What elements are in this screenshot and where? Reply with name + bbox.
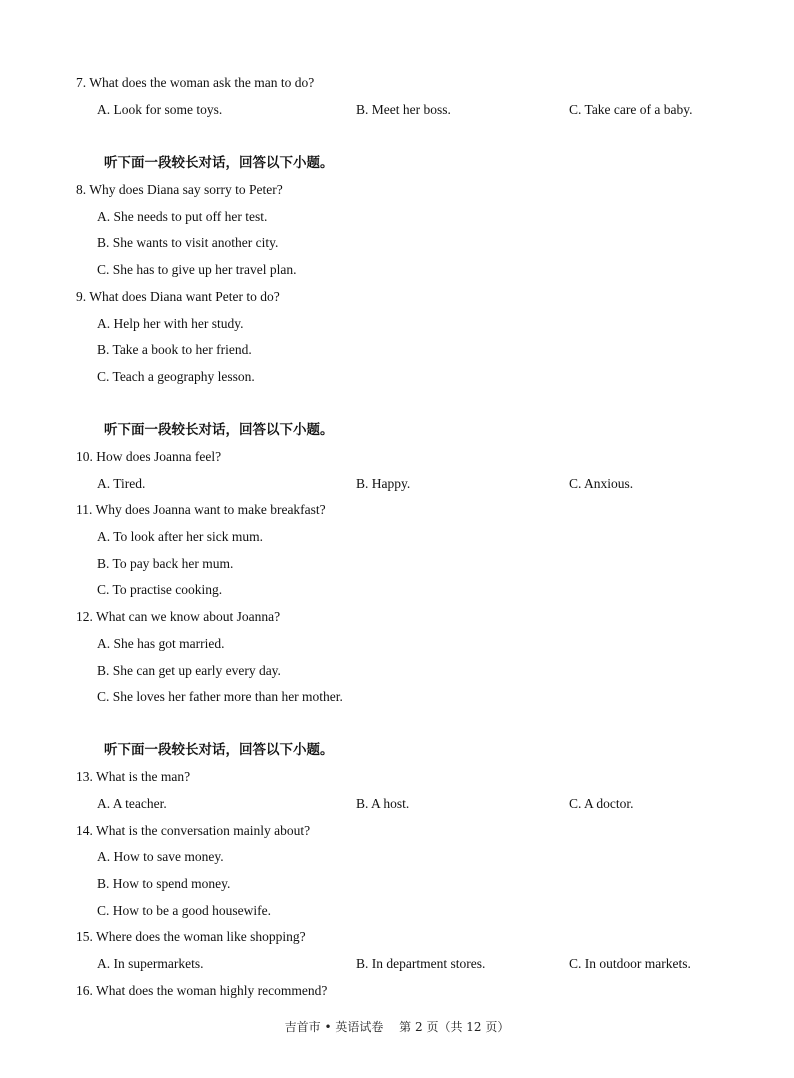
q11-option-b: B. To pay back her mum.	[97, 556, 234, 571]
q12-option-a: A. She has got married.	[97, 636, 225, 651]
q12-option-c: C. She loves her father more than her mother.	[97, 689, 343, 704]
q11-option-c: C. To practise cooking.	[97, 582, 223, 597]
q9-option-a: A. Help her with her study.	[97, 316, 244, 331]
q13-option-a: A. A teacher.	[97, 796, 167, 811]
q12-option-b: B. She can get up early every day.	[97, 663, 281, 678]
section-header-1: 听下面一段较长对话，回答以下小题。	[104, 155, 334, 171]
q15-option-b: B. In department stores.	[356, 956, 486, 971]
question-12: 12. What can we know about Joanna?	[76, 609, 281, 624]
q13-option-b: B. A host.	[356, 796, 410, 811]
q9-option-c: C. Teach a geography lesson.	[97, 369, 255, 384]
q15-option-c: C. In outdoor markets.	[569, 956, 691, 971]
q7-option-c: C. Take care of a baby.	[569, 102, 693, 117]
q10-option-c: C. Anxious.	[569, 476, 634, 491]
question-14: 14. What is the conversation mainly about?	[76, 823, 311, 838]
q8-option-a: A. She needs to put off her test.	[97, 209, 268, 224]
q15-option-a: A. In supermarkets.	[97, 956, 204, 971]
question-8: 8. Why does Diana say sorry to Peter?	[76, 182, 283, 197]
q11-option-a: A. To look after her sick mum.	[97, 529, 264, 544]
question-16: 16. What does the woman highly recommend?	[76, 983, 328, 998]
q14-option-a: A. How to save money.	[97, 849, 224, 864]
q9-option-b: B. Take a book to her friend.	[97, 342, 252, 357]
section-header-3: 听下面一段较长对话，回答以下小题。	[104, 742, 334, 758]
page-footer: 吉首市 • 英语试卷 第 2 页（共 12 页）	[284, 1020, 510, 1034]
q7-option-b: B. Meet her boss.	[356, 102, 451, 117]
q14-option-c: C. How to be a good housewife.	[97, 903, 271, 918]
question-13: 13. What is the man?	[76, 769, 191, 784]
question-15: 15. Where does the woman like shopping?	[76, 929, 306, 944]
question-9: 9. What does Diana want Peter to do?	[76, 289, 280, 304]
q7-option-a: A. Look for some toys.	[97, 102, 223, 117]
question-7: 7. What does the woman ask the man to do?	[76, 75, 315, 90]
q10-option-a: A. Tired.	[97, 476, 146, 491]
q14-option-b: B. How to spend money.	[97, 876, 231, 891]
q10-option-b: B. Happy.	[356, 476, 411, 491]
question-11: 11. Why does Joanna want to make breakfast?	[76, 502, 326, 517]
section-header-2: 听下面一段较长对话，回答以下小题。	[104, 422, 334, 438]
q8-option-c: C. She has to give up her travel plan.	[97, 262, 297, 277]
q13-option-c: C. A doctor.	[569, 796, 634, 811]
q8-option-b: B. She wants to visit another city.	[97, 235, 279, 250]
question-10: 10. How does Joanna feel?	[76, 449, 222, 464]
